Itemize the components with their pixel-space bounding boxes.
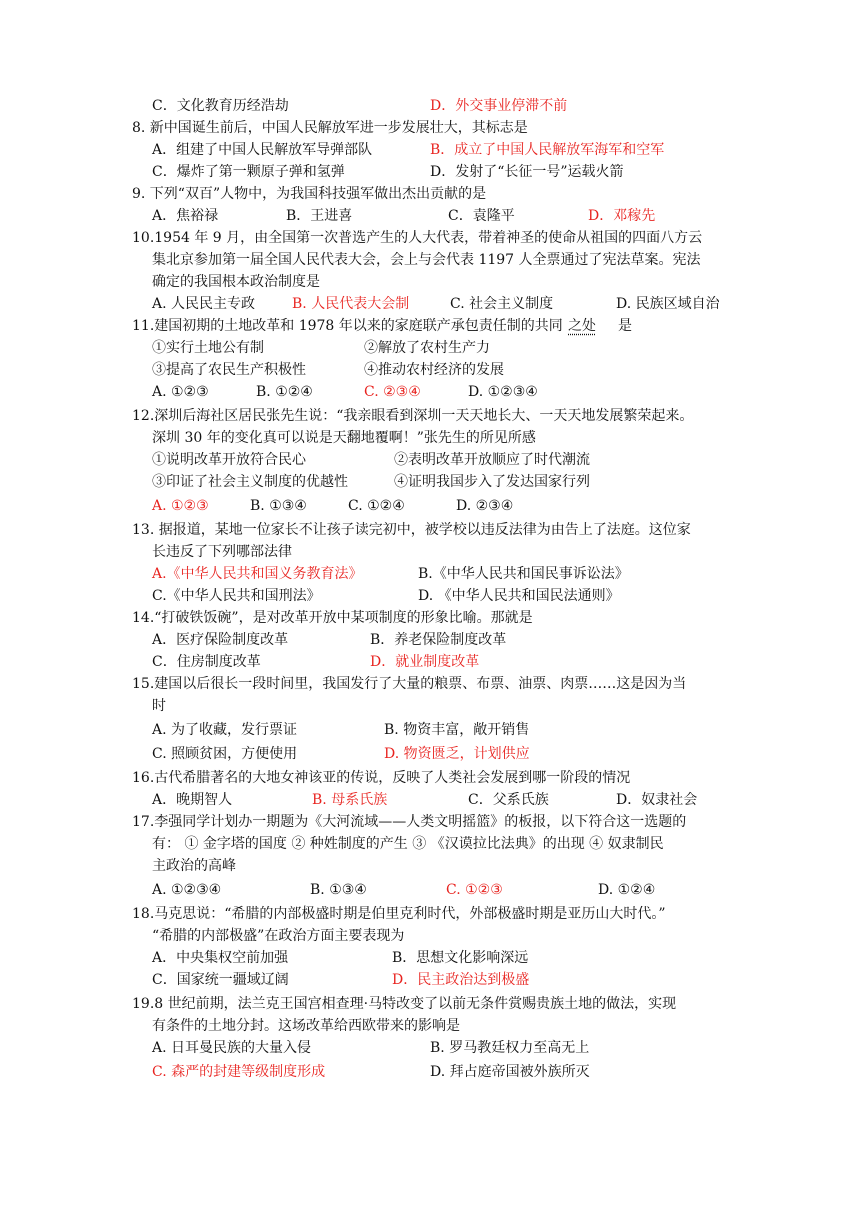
- text-segment: D. 民族区域自治: [616, 296, 720, 312]
- text-line: [152, 359, 762, 381]
- text-segment: 11.建国初期的土地改革和 1978 年以来的家庭联产承包责任制的共同: [132, 318, 563, 334]
- text-line: [132, 117, 742, 139]
- text-segment: B. ①②④: [256, 384, 313, 400]
- answer-option: C. 森严的封建等级制度形成: [152, 1064, 326, 1080]
- text-segment: ④推动农村经济的发展: [364, 362, 504, 378]
- text-segment: A．焦裕禄: [152, 208, 219, 224]
- text-segment: B. 物资丰富，敞开销售: [384, 722, 530, 738]
- text-line: [152, 585, 762, 607]
- text-segment: C．爆炸了第一颗原子弹和氢弹: [152, 164, 345, 180]
- text-segment: D. 《中华人民共和国民法通则》: [418, 588, 620, 604]
- text-segment: B．养老保险制度改革: [370, 632, 507, 648]
- text-segment: D. ①②③④: [468, 384, 538, 400]
- text-segment: 主政治的高峰: [152, 858, 236, 874]
- text-segment: 深圳 30 年的变化真可以说是天翻地覆啊！”张先生的所见所感: [152, 430, 536, 446]
- text-line: [152, 249, 762, 271]
- text-line: [132, 903, 742, 925]
- text-line: [152, 161, 762, 183]
- text-segment: 12.深圳后海社区居民张先生说：“我亲眼看到深圳一天天地长大、一天天地发展繁荣起来。: [132, 408, 694, 424]
- answer-option: B．成立了中国人民解放军海军和空军: [430, 142, 665, 158]
- text-line: [152, 855, 762, 877]
- answer-option: D．就业制度改革: [370, 654, 480, 670]
- text-line: [152, 449, 762, 471]
- text-segment: 15.建国以后很长一段时间里，我国发行了大量的粮票、布票、油票、肉票……这是因为当: [132, 676, 687, 692]
- text-line: [132, 183, 742, 205]
- text-segment: A．医疗保险制度改革: [152, 632, 289, 648]
- text-segment: A．中央集权空前加强: [152, 950, 289, 966]
- text-line: [152, 139, 762, 161]
- text-segment: 14.“打破铁饭碗”，是对改革开放中某项制度的形象比喻。那就是: [132, 610, 533, 626]
- text-line: [152, 947, 762, 969]
- text-line: [152, 651, 762, 673]
- text-line: [152, 541, 762, 563]
- text-line: [152, 471, 762, 493]
- text-line: [152, 695, 762, 717]
- text-segment: C．文化教育历经浩劫: [152, 98, 289, 114]
- text-segment: 有： ① 金字塔的国度 ② 种姓制度的产生 ③ 《汉谟拉比法典》的出现 ④ 奴隶制民: [152, 836, 664, 852]
- text-line: [132, 227, 742, 249]
- text-segment: ④证明我国步入了发达国家行列: [394, 474, 590, 490]
- text-segment: A. 为了收藏，发行票证: [152, 722, 298, 738]
- text-line: [132, 767, 742, 789]
- text-segment: 17.李强同学计划办一期题为《大河流域——人类文明摇篮》的板报，以下符合这一选题的: [132, 814, 687, 830]
- text-segment: 有条件的土地分封。这场改革给西欧带来的影响是: [152, 1018, 460, 1034]
- text-segment: ②表明改革开放顺应了时代潮流: [394, 452, 590, 468]
- text-segment: B. 罗马教廷权力至高无上: [430, 1040, 590, 1056]
- text-line: [132, 607, 742, 629]
- text-line: [132, 519, 742, 541]
- text-segment: 是: [618, 318, 632, 334]
- text-segment: B．思想文化影响深远: [392, 950, 529, 966]
- text-segment: 16.古代希腊著名的大地女神该亚的传说，反映了人类社会发展到哪一阶段的情况: [132, 770, 631, 786]
- text-line: [152, 427, 762, 449]
- text-segment: B．王进喜: [286, 208, 353, 224]
- text-segment: D. ②③④: [456, 498, 514, 514]
- text-line: [152, 95, 762, 117]
- answer-option: C. ①②③: [446, 882, 503, 898]
- answer-option: A. ①②③: [152, 498, 209, 514]
- text-line: [152, 205, 762, 227]
- text-line: [152, 1061, 762, 1083]
- text-segment: C.《中华人民共和国刑法》: [152, 588, 321, 604]
- text-line: [152, 1015, 762, 1037]
- text-segment: A．晚期智人: [152, 792, 233, 808]
- text-segment: B. ①③④: [310, 882, 367, 898]
- text-line: [152, 879, 762, 901]
- text-segment: 19.8 世纪前期，法兰克王国宫相查理·马特改变了以前无条件赏赐贵族土地的做法，实现: [132, 996, 677, 1012]
- text-line: [152, 293, 762, 315]
- text-segment: 10.1954 年 9 月，由全国第一次普选产生的人大代表，带着神圣的使命从祖国的四面八方云: [132, 230, 703, 246]
- answer-option: B. 母系氏族: [312, 792, 388, 808]
- text-line: [152, 743, 762, 765]
- answer-option: D．民主政治达到极盛: [392, 972, 530, 988]
- text-segment: C．国家统一疆域辽阔: [152, 972, 289, 988]
- text-segment: B.《中华人民共和国民事诉讼法》: [418, 566, 629, 582]
- text-line: [132, 673, 742, 695]
- text-line: [152, 833, 762, 855]
- answer-option: D．邓稼先: [588, 208, 656, 224]
- text-line: [152, 789, 762, 811]
- text-segment: D. ①②④: [598, 882, 656, 898]
- text-line: [132, 811, 742, 833]
- text-segment: 18.马克思说：“希腊的内部极盛时期是伯里克利时代，外部极盛时期是亚历山大时代。”: [132, 906, 666, 922]
- text-segment: C．父系氏族: [468, 792, 549, 808]
- answer-option: D．外交事业停滞不前: [430, 98, 568, 114]
- text-segment: A. 日耳曼民族的大量入侵: [152, 1040, 312, 1056]
- text-line: [152, 337, 762, 359]
- text-line: [152, 925, 762, 947]
- text-segment: 9. 下列“双百”人物中，为我国科技强军做出杰出贡献的是: [132, 186, 487, 202]
- text-line: [152, 719, 762, 741]
- text-line: [152, 381, 762, 403]
- text-segment: B. ①③④: [250, 498, 307, 514]
- text-segment: “希腊的内部极盛”在政治方面主要表现为: [152, 928, 405, 944]
- text-segment: ③印证了社会主义制度的优越性: [152, 474, 348, 490]
- text-segment: ①说明改革开放符合民心: [152, 452, 306, 468]
- text-segment: C．袁隆平: [448, 208, 515, 224]
- text-segment: D．奴隶社会: [616, 792, 698, 808]
- text-segment: 长违反了下列哪部法律: [152, 544, 292, 560]
- text-segment: 确定的我国根本政治制度是: [152, 274, 320, 290]
- text-segment: 时: [152, 698, 166, 714]
- text-line: [152, 1037, 762, 1059]
- text-line: [152, 563, 762, 585]
- text-segment: A. ①②③④: [152, 882, 222, 898]
- text-line: [132, 405, 742, 427]
- text-line: [132, 315, 742, 337]
- text-segment: ③提高了农民生产积极性: [152, 362, 306, 378]
- text-line: [152, 271, 762, 293]
- text-segment: A. 人民民主专政: [152, 296, 256, 312]
- text-line: [152, 495, 762, 517]
- text-segment: A．组建了中国人民解放军导弹部队: [152, 142, 373, 158]
- text-segment: C．住房制度改革: [152, 654, 261, 670]
- text-segment: D. 拜占庭帝国被外族所灭: [430, 1064, 590, 1080]
- answer-option: D. 物资匮乏，计划供应: [384, 746, 530, 762]
- text-segment: C. 社会主义制度: [450, 296, 554, 312]
- answer-option: B. 人民代表大会制: [292, 296, 410, 312]
- text-line: [132, 993, 742, 1015]
- text-line: [152, 969, 762, 991]
- text-segment: 13. 据报道，某地一位家长不让孩子读完初中，被学校以违反法律为由告上了法庭。这位家: [132, 522, 691, 538]
- text-segment: C. 照顾贫困，方便使用: [152, 746, 298, 762]
- text-segment: 集北京参加第一届全国人民代表大会，会上与会代表 1197 人全票通过了宪法草案。宪法: [152, 252, 701, 268]
- text-segment: 之处: [568, 318, 596, 334]
- text-segment: ②解放了农村生产力: [364, 340, 490, 356]
- text-segment: 8. 新中国诞生前后，中国人民解放军进一步发展壮大，其标志是: [132, 120, 528, 136]
- text-segment: D．发射了“长征一号”运载火箭: [430, 164, 624, 180]
- text-segment: ①实行土地公有制: [152, 340, 264, 356]
- answer-option: C. ②③④: [364, 384, 421, 400]
- text-segment: C. ①②④: [348, 498, 405, 514]
- answer-option: A.《中华人民共和国义务教育法》: [152, 566, 363, 582]
- text-line: [152, 629, 762, 651]
- text-segment: A. ①②③: [152, 384, 209, 400]
